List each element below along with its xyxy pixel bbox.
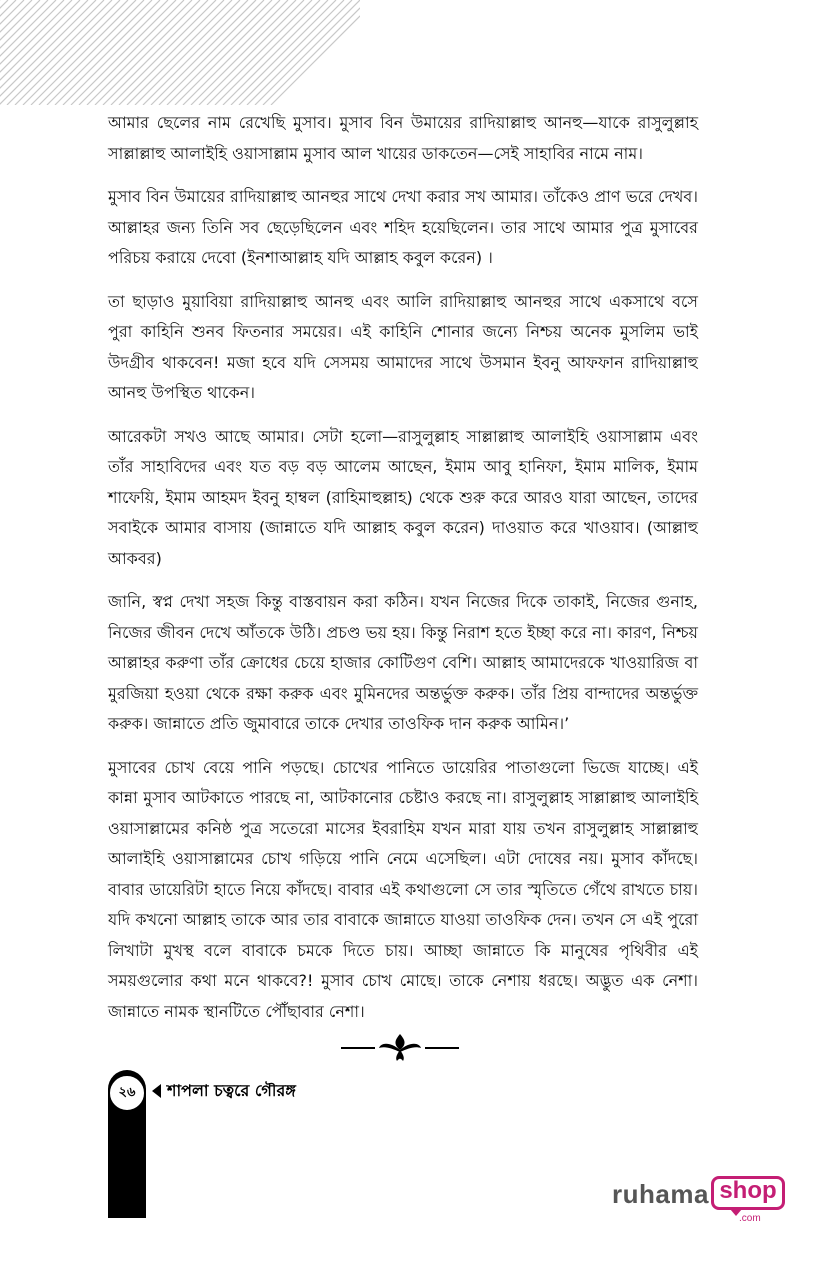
corner-stripe-decoration	[0, 0, 360, 105]
paragraph: মুসাব বিন উমায়ের রাদিয়াল্লাহু আনহুর সাথে দেখা করার সখ আমার। তাঁকেও প্রাণ ভরে দেখব। আল্লাহর জন্য তিনি সব ছেড়েছিলেন এবং শহিদ হয়েছিলেন। তার সাথে আমার পুত্র মুসাবের পরিচয় করায়ে দেবো (ইনশাআল্লাহ যদি আল্লাহ কবুল করেন) ।	[108, 187, 698, 267]
running-title	[152, 1076, 296, 1106]
paragraph: জানি, স্বপ্ন দেখা সহজ কিন্তু বাস্তবায়ন করা কঠিন। যখন নিজের দিকে তাকাই, নিজের গুনাহ, নিজের জীবন দেখে আঁতকে উঠি। প্রচণ্ড ভয় হয়। কিন্তু নিরাশ হতে ইচ্ছা করে না। কারণ, নিশ্চয় আল্লাহর করুণা তাঁর ক্রোধের চেয়ে হাজার কোটিগুণ বেশি। আল্লাহ আমাদেরকে খাওয়ারিজ বা মুরজিয়া হওয়া থেকে রক্ষা করুক এবং মুমিনদের অন্তর্ভুক্ত করুক। তাঁর প্রিয় বান্দাদের অন্তর্ভুক্ত করুক। জান্নাতে প্রতি জুমাবারে তাকে দেখার তাওফিক দান করুক আমিন।’	[108, 592, 698, 733]
brand-name-ruhama: ruhama	[612, 1179, 709, 1209]
paragraph: মুসাবের চোখ বেয়ে পানি পড়ছে। চোখের পানিতে ডায়েরির পাতাগুলো ভিজে যাচ্ছে। এই কান্না মুসাব আটকাতে পারছে না, আটকানোর চেষ্টাও করছে না। রাসুলুল্লাহ সাল্লাল্লাহু আলাইহি ওয়াসাল্লামের কনিষ্ঠ পুত্র সতেরো মাসের ইবরাহিম যখন মারা যায় তখন রাসুলুল্লাহ সাল্লাল্লাহু আলাইহি ওয়াসাল্লামের চোখ গড়িয়ে পানি নেমে এসেছিল। এটা দোষের নয়। মুসাব কাঁদছে। বাবার ডায়েরিটা হাতে নিয়ে কাঁদছে। বাবার এই কথাগুলো সে তার স্মৃতিতে গেঁথে রাখতে চায়। যদি কখনো আল্লাহ তাকে আর তার বাবাকে জান্নাতে যাওয়া তাওফিক দেন। তখন সে এই পুরো লিখাটা মুখস্থ বলে বাবাকে চমকে দিতে চায়। আচ্ছা জান্নাতে কি মানুষের পৃথিবীর এই সময়গুলোর কথা মনে থাকবে?! মুসাব চোখ মোছে। তাকে নেশায় ধরছে। অদ্ভুত এক নেশা। জান্নাতে নামক স্থানটিতে পৌঁছাবার নেশা।	[108, 757, 698, 1021]
section-divider-ornament	[335, 1030, 465, 1064]
paragraph: আরেকটা সখও আছে আমার। সেটা হলো—রাসুলুল্লাহ সাল্লাল্লাহু আলাইহি ওয়াসাল্লাম এবং তাঁর সাহাবিদের এবং যত বড় বড় আলেম আছেন, ইমাম আবু হানিফা, ইমাম মালিক, ইমাম শাফেয়ি, ইমাম আহমদ ইবনু হাম্বল (রাহিমাহুল্লাহ) থেকে শুরু করে আরও যারা আছেন, তাদের সবাইকে আমার বাসায় (জান্নাতে যদি আল্লাহ কবুল করেন) দাওয়াত করে খাওয়াব। (আল্লাহু আকবর)	[108, 426, 698, 568]
brand-name-shop: shop	[719, 1177, 777, 1204]
body-text	[108, 108, 698, 1040]
brand-domain: .com	[739, 1213, 761, 1224]
brand-logo	[612, 1176, 782, 1228]
page-number: ২৬	[108, 1074, 146, 1112]
book-title: শাপলা চত্বরে গৌরঙ্গ	[167, 1080, 296, 1100]
paragraph: তা ছাড়াও মুয়াবিয়া রাদিয়াল্লাহু আনহু এবং আলি রাদিয়াল্লাহু আনহুর সাথে একসাথে বসে পুরা কাহিনি শুনব ফিতনার সময়ের। এই কাহিনি শোনার জন্যে নিশ্চয় অনেক মুসলিম ভাই উদগ্রীব থাকবেন! মজা হবে যদি সেসময় আমাদের সাথে উসমান ইবনু আফফান রাদিয়াল্লাহু আনহু উপস্থিত থাকেন।	[108, 291, 698, 402]
left-triangle-icon	[152, 1084, 161, 1098]
paragraph: আমার ছেলের নাম রেখেছি মুসাব। মুসাব বিন উমায়ের রাদিয়াল্লাহু আনহু—যাকে রাসুলুল্লাহ সাল্লাল্লাহু আলাইহি ওয়াসাল্লাম মুসাব আল খায়ের ডাকতেন—সেই সাহাবির নামে নাম।	[108, 113, 698, 163]
